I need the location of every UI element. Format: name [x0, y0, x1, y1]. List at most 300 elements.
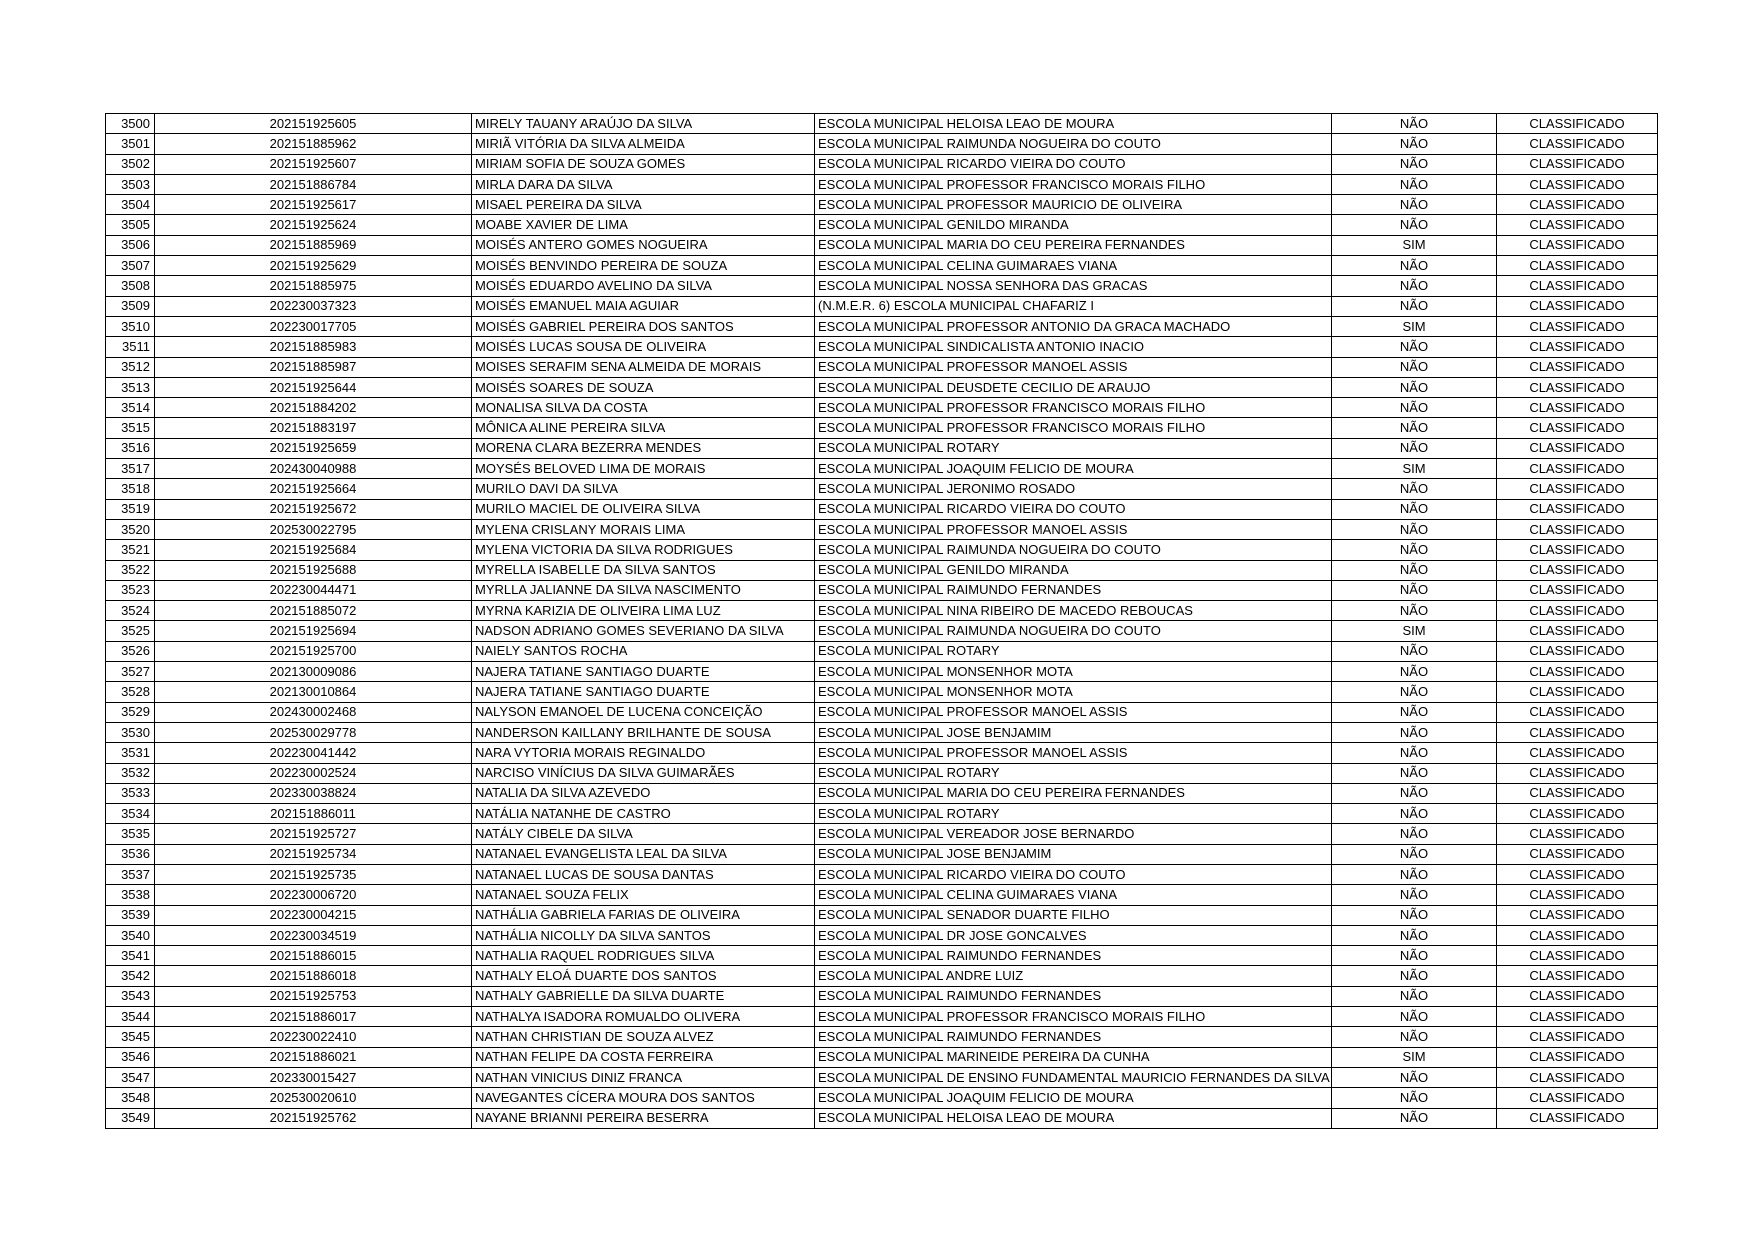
row-number-cell: 3512: [106, 357, 155, 377]
row-number-cell: 3534: [106, 804, 155, 824]
school-name-cell: ESCOLA MUNICIPAL NOSSA SENHORA DAS GRACAS: [815, 276, 1332, 296]
school-name-cell: ESCOLA MUNICIPAL PROFESSOR ANTONIO DA GRACA MACHADO: [815, 316, 1332, 336]
table-row: [106, 154, 1658, 174]
registration-number-cell: 202151925605: [155, 114, 472, 134]
table-row: [106, 134, 1658, 154]
disability-flag-cell: NÃO: [1332, 946, 1497, 966]
student-name-cell: MOISES SERAFIM SENA ALMEIDA DE MORAIS: [472, 357, 815, 377]
registration-number-cell: 202151925727: [155, 824, 472, 844]
status-cell: CLASSIFICADO: [1497, 276, 1658, 296]
table-row: [106, 174, 1658, 194]
disability-flag-cell: NÃO: [1332, 702, 1497, 722]
disability-flag-cell: NÃO: [1332, 134, 1497, 154]
row-number-cell: 3508: [106, 276, 155, 296]
row-number-cell: 3504: [106, 195, 155, 215]
row-number-cell: 3530: [106, 722, 155, 742]
disability-flag-cell: NÃO: [1332, 479, 1497, 499]
disability-flag-cell: NÃO: [1332, 1027, 1497, 1047]
student-name-cell: MYLENA VICTORIA DA SILVA RODRIGUES: [472, 540, 815, 560]
school-name-cell: ESCOLA MUNICIPAL RICARDO VIEIRA DO COUTO: [815, 499, 1332, 519]
school-name-cell: ESCOLA MUNICIPAL DEUSDETE CECILIO DE ARAUJO: [815, 377, 1332, 397]
table-row: [106, 1047, 1658, 1067]
registration-number-cell: 202151925694: [155, 621, 472, 641]
student-name-cell: NARCISO VINÍCIUS DA SILVA GUIMARÃES: [472, 763, 815, 783]
school-name-cell: ESCOLA MUNICIPAL RAIMUNDO FERNANDES: [815, 1027, 1332, 1047]
registration-number-cell: 202151925700: [155, 641, 472, 661]
student-name-cell: MORENA CLARA BEZERRA MENDES: [472, 438, 815, 458]
status-cell: CLASSIFICADO: [1497, 337, 1658, 357]
disability-flag-cell: NÃO: [1332, 560, 1497, 580]
row-number-cell: 3544: [106, 1007, 155, 1027]
status-cell: CLASSIFICADO: [1497, 195, 1658, 215]
table-row: [106, 702, 1658, 722]
school-name-cell: ESCOLA MUNICIPAL PROFESSOR MANOEL ASSIS: [815, 702, 1332, 722]
row-number-cell: 3536: [106, 844, 155, 864]
registration-number-cell: 202151925664: [155, 479, 472, 499]
student-name-cell: MIRLA DARA DA SILVA: [472, 174, 815, 194]
row-number-cell: 3525: [106, 621, 155, 641]
status-cell: CLASSIFICADO: [1497, 1047, 1658, 1067]
status-cell: CLASSIFICADO: [1497, 540, 1658, 560]
registration-number-cell: 202151883197: [155, 418, 472, 438]
school-name-cell: ESCOLA MUNICIPAL PROFESSOR FRANCISCO MORAIS FILHO: [815, 398, 1332, 418]
registration-number-cell: 202230002524: [155, 763, 472, 783]
table-row: [106, 114, 1658, 134]
row-number-cell: 3532: [106, 763, 155, 783]
school-name-cell: ESCOLA MUNICIPAL SENADOR DUARTE FILHO: [815, 905, 1332, 925]
row-number-cell: 3519: [106, 499, 155, 519]
row-number-cell: 3537: [106, 864, 155, 884]
school-name-cell: ESCOLA MUNICIPAL JOAQUIM FELICIO DE MOURA: [815, 459, 1332, 479]
registration-number-cell: 202130010864: [155, 682, 472, 702]
row-number-cell: 3523: [106, 580, 155, 600]
disability-flag-cell: NÃO: [1332, 844, 1497, 864]
student-name-cell: NATHAN VINICIUS DINIZ FRANCA: [472, 1067, 815, 1087]
status-cell: CLASSIFICADO: [1497, 114, 1658, 134]
row-number-cell: 3541: [106, 946, 155, 966]
table-row: [106, 763, 1658, 783]
row-number-cell: 3514: [106, 398, 155, 418]
school-name-cell: ESCOLA MUNICIPAL CELINA GUIMARAES VIANA: [815, 885, 1332, 905]
registration-number-cell: 202151884202: [155, 398, 472, 418]
status-cell: CLASSIFICADO: [1497, 235, 1658, 255]
school-name-cell: ESCOLA MUNICIPAL MARIA DO CEU PEREIRA FERNANDES: [815, 235, 1332, 255]
student-name-cell: NATHÁLIA NICOLLY DA SILVA SANTOS: [472, 925, 815, 945]
registration-number-cell: 202230044471: [155, 580, 472, 600]
table-row: [106, 885, 1658, 905]
disability-flag-cell: SIM: [1332, 459, 1497, 479]
status-cell: CLASSIFICADO: [1497, 1027, 1658, 1047]
school-name-cell: ESCOLA MUNICIPAL PROFESSOR FRANCISCO MORAIS FILHO: [815, 174, 1332, 194]
status-cell: CLASSIFICADO: [1497, 1007, 1658, 1027]
student-name-cell: MISAEL PEREIRA DA SILVA: [472, 195, 815, 215]
school-name-cell: ESCOLA MUNICIPAL JOSE BENJAMIM: [815, 844, 1332, 864]
school-name-cell: ESCOLA MUNICIPAL RAIMUNDA NOGUEIRA DO COUTO: [815, 540, 1332, 560]
school-name-cell: ESCOLA MUNICIPAL MARINEIDE PEREIRA DA CUNHA: [815, 1047, 1332, 1067]
school-name-cell: ESCOLA MUNICIPAL RAIMUNDA NOGUEIRA DO COUTO: [815, 621, 1332, 641]
status-cell: CLASSIFICADO: [1497, 438, 1658, 458]
disability-flag-cell: NÃO: [1332, 519, 1497, 539]
row-number-cell: 3515: [106, 418, 155, 438]
row-number-cell: 3510: [106, 316, 155, 336]
row-number-cell: 3542: [106, 966, 155, 986]
student-name-cell: MYRLLA JALIANNE DA SILVA NASCIMENTO: [472, 580, 815, 600]
student-name-cell: NAVEGANTES CÍCERA MOURA DOS SANTOS: [472, 1088, 815, 1108]
student-name-cell: MIRIÃ VITÓRIA DA SILVA ALMEIDA: [472, 134, 815, 154]
school-name-cell: ESCOLA MUNICIPAL MONSENHOR MOTA: [815, 682, 1332, 702]
school-name-cell: ESCOLA MUNICIPAL CELINA GUIMARAES VIANA: [815, 256, 1332, 276]
registration-number-cell: 202230034519: [155, 925, 472, 945]
status-cell: CLASSIFICADO: [1497, 134, 1658, 154]
status-cell: CLASSIFICADO: [1497, 783, 1658, 803]
status-cell: CLASSIFICADO: [1497, 357, 1658, 377]
status-cell: CLASSIFICADO: [1497, 459, 1658, 479]
school-name-cell: ESCOLA MUNICIPAL JOSE BENJAMIM: [815, 722, 1332, 742]
school-name-cell: ESCOLA MUNICIPAL ROTARY: [815, 641, 1332, 661]
row-number-cell: 3522: [106, 560, 155, 580]
student-name-cell: MOISÉS LUCAS SOUSA DE OLIVEIRA: [472, 337, 815, 357]
table-row: [106, 540, 1658, 560]
school-name-cell: ESCOLA MUNICIPAL MARIA DO CEU PEREIRA FERNANDES: [815, 783, 1332, 803]
school-name-cell: ESCOLA MUNICIPAL PROFESSOR MAURICIO DE OLIVEIRA: [815, 195, 1332, 215]
registration-number-cell: 202151925672: [155, 499, 472, 519]
student-name-cell: MOABE XAVIER DE LIMA: [472, 215, 815, 235]
results-table-container: [105, 113, 1657, 1129]
school-name-cell: ESCOLA MUNICIPAL RAIMUNDO FERNANDES: [815, 946, 1332, 966]
school-name-cell: ESCOLA MUNICIPAL HELOISA LEAO DE MOURA: [815, 114, 1332, 134]
disability-flag-cell: NÃO: [1332, 824, 1497, 844]
disability-flag-cell: NÃO: [1332, 1067, 1497, 1087]
registration-number-cell: 202151885975: [155, 276, 472, 296]
row-number-cell: 3546: [106, 1047, 155, 1067]
student-name-cell: NAIELY SANTOS ROCHA: [472, 641, 815, 661]
status-cell: CLASSIFICADO: [1497, 682, 1658, 702]
student-name-cell: MYRNA KARIZIA DE OLIVEIRA LIMA LUZ: [472, 601, 815, 621]
status-cell: CLASSIFICADO: [1497, 499, 1658, 519]
registration-number-cell: 202151925684: [155, 540, 472, 560]
school-name-cell: ESCOLA MUNICIPAL PROFESSOR MANOEL ASSIS: [815, 357, 1332, 377]
registration-number-cell: 202151885962: [155, 134, 472, 154]
disability-flag-cell: NÃO: [1332, 804, 1497, 824]
table-row: [106, 438, 1658, 458]
disability-flag-cell: NÃO: [1332, 398, 1497, 418]
status-cell: CLASSIFICADO: [1497, 966, 1658, 986]
registration-number-cell: 202151925734: [155, 844, 472, 864]
status-cell: CLASSIFICADO: [1497, 418, 1658, 438]
row-number-cell: 3547: [106, 1067, 155, 1087]
school-name-cell: (N.M.E.R. 6) ESCOLA MUNICIPAL CHAFARIZ I: [815, 296, 1332, 316]
status-cell: CLASSIFICADO: [1497, 296, 1658, 316]
row-number-cell: 3507: [106, 256, 155, 276]
student-name-cell: NAYANE BRIANNI PEREIRA BESERRA: [472, 1108, 815, 1128]
table-row: [106, 905, 1658, 925]
disability-flag-cell: NÃO: [1332, 337, 1497, 357]
student-name-cell: MYRELLA ISABELLE DA SILVA SANTOS: [472, 560, 815, 580]
disability-flag-cell: NÃO: [1332, 662, 1497, 682]
student-name-cell: NATANAEL LUCAS DE SOUSA DANTAS: [472, 864, 815, 884]
disability-flag-cell: NÃO: [1332, 377, 1497, 397]
table-row: [106, 357, 1658, 377]
registration-number-cell: 202330038824: [155, 783, 472, 803]
table-row: [106, 621, 1658, 641]
registration-number-cell: 202330015427: [155, 1067, 472, 1087]
registration-number-cell: 202151925659: [155, 438, 472, 458]
status-cell: CLASSIFICADO: [1497, 215, 1658, 235]
row-number-cell: 3539: [106, 905, 155, 925]
table-row: [106, 925, 1658, 945]
student-name-cell: MOISÉS BENVINDO PEREIRA DE SOUZA: [472, 256, 815, 276]
row-number-cell: 3549: [106, 1108, 155, 1128]
table-row: [106, 1067, 1658, 1087]
disability-flag-cell: NÃO: [1332, 601, 1497, 621]
row-number-cell: 3528: [106, 682, 155, 702]
row-number-cell: 3517: [106, 459, 155, 479]
table-row: [106, 519, 1658, 539]
table-row: [106, 986, 1658, 1006]
status-cell: CLASSIFICADO: [1497, 398, 1658, 418]
disability-flag-cell: NÃO: [1332, 540, 1497, 560]
school-name-cell: ESCOLA MUNICIPAL RAIMUNDO FERNANDES: [815, 986, 1332, 1006]
school-name-cell: ESCOLA MUNICIPAL GENILDO MIRANDA: [815, 215, 1332, 235]
table-row: [106, 844, 1658, 864]
status-cell: CLASSIFICADO: [1497, 804, 1658, 824]
status-cell: CLASSIFICADO: [1497, 1067, 1658, 1087]
table-row: [106, 580, 1658, 600]
school-name-cell: ESCOLA MUNICIPAL ROTARY: [815, 438, 1332, 458]
student-name-cell: MOISÉS ANTERO GOMES NOGUEIRA: [472, 235, 815, 255]
table-row: [106, 824, 1658, 844]
registration-number-cell: 202230041442: [155, 743, 472, 763]
disability-flag-cell: NÃO: [1332, 580, 1497, 600]
student-name-cell: NATHALIA RAQUEL RODRIGUES SILVA: [472, 946, 815, 966]
student-name-cell: MOISÉS GABRIEL PEREIRA DOS SANTOS: [472, 316, 815, 336]
school-name-cell: ESCOLA MUNICIPAL JOAQUIM FELICIO DE MOURA: [815, 1088, 1332, 1108]
registration-number-cell: 202230004215: [155, 905, 472, 925]
status-cell: CLASSIFICADO: [1497, 946, 1658, 966]
student-name-cell: NATHAN FELIPE DA COSTA FERREIRA: [472, 1047, 815, 1067]
row-number-cell: 3511: [106, 337, 155, 357]
status-cell: CLASSIFICADO: [1497, 601, 1658, 621]
registration-number-cell: 202230022410: [155, 1027, 472, 1047]
status-cell: CLASSIFICADO: [1497, 519, 1658, 539]
row-number-cell: 3501: [106, 134, 155, 154]
student-name-cell: MURILO MACIEL DE OLIVEIRA SILVA: [472, 499, 815, 519]
table-body: [106, 114, 1658, 1129]
status-cell: CLASSIFICADO: [1497, 702, 1658, 722]
school-name-cell: ESCOLA MUNICIPAL DE ENSINO FUNDAMENTAL MAURICIO FERNANDES DA SILVA: [815, 1067, 1332, 1087]
disability-flag-cell: NÃO: [1332, 722, 1497, 742]
row-number-cell: 3520: [106, 519, 155, 539]
school-name-cell: ESCOLA MUNICIPAL RAIMUNDO FERNANDES: [815, 580, 1332, 600]
status-cell: CLASSIFICADO: [1497, 885, 1658, 905]
row-number-cell: 3506: [106, 235, 155, 255]
student-name-cell: NATANAEL EVANGELISTA LEAL DA SILVA: [472, 844, 815, 864]
table-row: [106, 1108, 1658, 1128]
student-name-cell: MURILO DAVI DA SILVA: [472, 479, 815, 499]
registration-number-cell: 202151925624: [155, 215, 472, 235]
student-name-cell: MOISÉS EMANUEL MAIA AGUIAR: [472, 296, 815, 316]
row-number-cell: 3538: [106, 885, 155, 905]
row-number-cell: 3540: [106, 925, 155, 945]
student-name-cell: NATHAN CHRISTIAN DE SOUZA ALVEZ: [472, 1027, 815, 1047]
student-name-cell: NATALIA DA SILVA AZEVEDO: [472, 783, 815, 803]
registration-number-cell: 202230017705: [155, 316, 472, 336]
student-name-cell: MIRIAM SOFIA DE SOUZA GOMES: [472, 154, 815, 174]
disability-flag-cell: NÃO: [1332, 195, 1497, 215]
row-number-cell: 3503: [106, 174, 155, 194]
table-row: [106, 316, 1658, 336]
registration-number-cell: 202151886784: [155, 174, 472, 194]
disability-flag-cell: SIM: [1332, 621, 1497, 641]
student-name-cell: MIRELY TAUANY ARAÚJO DA SILVA: [472, 114, 815, 134]
table-row: [106, 398, 1658, 418]
table-row: [106, 946, 1658, 966]
row-number-cell: 3518: [106, 479, 155, 499]
row-number-cell: 3533: [106, 783, 155, 803]
disability-flag-cell: NÃO: [1332, 986, 1497, 1006]
disability-flag-cell: NÃO: [1332, 864, 1497, 884]
row-number-cell: 3529: [106, 702, 155, 722]
registration-number-cell: 202130009086: [155, 662, 472, 682]
registration-number-cell: 202151886015: [155, 946, 472, 966]
table-row: [106, 499, 1658, 519]
row-number-cell: 3543: [106, 986, 155, 1006]
registration-number-cell: 202151885072: [155, 601, 472, 621]
disability-flag-cell: NÃO: [1332, 905, 1497, 925]
disability-flag-cell: NÃO: [1332, 256, 1497, 276]
registration-number-cell: 202530022795: [155, 519, 472, 539]
school-name-cell: ESCOLA MUNICIPAL SINDICALISTA ANTONIO INACIO: [815, 337, 1332, 357]
table-row: [106, 418, 1658, 438]
disability-flag-cell: NÃO: [1332, 1108, 1497, 1128]
row-number-cell: 3548: [106, 1088, 155, 1108]
row-number-cell: 3516: [106, 438, 155, 458]
table-row: [106, 864, 1658, 884]
student-name-cell: NATHALYA ISADORA ROMUALDO OLIVERA: [472, 1007, 815, 1027]
table-row: [106, 682, 1658, 702]
status-cell: CLASSIFICADO: [1497, 824, 1658, 844]
registration-number-cell: 202430040988: [155, 459, 472, 479]
table-row: [106, 662, 1658, 682]
registration-number-cell: 202230037323: [155, 296, 472, 316]
registration-number-cell: 202151885969: [155, 235, 472, 255]
row-number-cell: 3531: [106, 743, 155, 763]
table-row: [106, 296, 1658, 316]
school-name-cell: ESCOLA MUNICIPAL ANDRE LUIZ: [815, 966, 1332, 986]
table-row: [106, 743, 1658, 763]
status-cell: CLASSIFICADO: [1497, 905, 1658, 925]
school-name-cell: ESCOLA MUNICIPAL JERONIMO ROSADO: [815, 479, 1332, 499]
student-name-cell: NANDERSON KAILLANY BRILHANTE DE SOUSA: [472, 722, 815, 742]
student-name-cell: NARA VYTORIA MORAIS REGINALDO: [472, 743, 815, 763]
status-cell: CLASSIFICADO: [1497, 154, 1658, 174]
student-name-cell: MOISÉS EDUARDO AVELINO DA SILVA: [472, 276, 815, 296]
row-number-cell: 3513: [106, 377, 155, 397]
disability-flag-cell: NÃO: [1332, 296, 1497, 316]
registration-number-cell: 202151925617: [155, 195, 472, 215]
row-number-cell: 3526: [106, 641, 155, 661]
status-cell: CLASSIFICADO: [1497, 925, 1658, 945]
disability-flag-cell: NÃO: [1332, 418, 1497, 438]
disability-flag-cell: NÃO: [1332, 783, 1497, 803]
disability-flag-cell: NÃO: [1332, 885, 1497, 905]
table-row: [106, 235, 1658, 255]
school-name-cell: ESCOLA MUNICIPAL GENILDO MIRANDA: [815, 560, 1332, 580]
row-number-cell: 3500: [106, 114, 155, 134]
registration-number-cell: 202430002468: [155, 702, 472, 722]
student-name-cell: MYLENA CRISLANY MORAIS LIMA: [472, 519, 815, 539]
row-number-cell: 3505: [106, 215, 155, 235]
table-row: [106, 601, 1658, 621]
table-row: [106, 1027, 1658, 1047]
status-cell: CLASSIFICADO: [1497, 621, 1658, 641]
table-row: [106, 966, 1658, 986]
status-cell: CLASSIFICADO: [1497, 174, 1658, 194]
registration-number-cell: 202151925735: [155, 864, 472, 884]
disability-flag-cell: NÃO: [1332, 1088, 1497, 1108]
table-row: [106, 256, 1658, 276]
disability-flag-cell: NÃO: [1332, 925, 1497, 945]
student-name-cell: NATHÁLIA GABRIELA FARIAS DE OLIVEIRA: [472, 905, 815, 925]
student-name-cell: MOISÉS SOARES DE SOUZA: [472, 377, 815, 397]
table-row: [106, 804, 1658, 824]
registration-number-cell: 202151925607: [155, 154, 472, 174]
row-number-cell: 3535: [106, 824, 155, 844]
status-cell: CLASSIFICADO: [1497, 479, 1658, 499]
status-cell: CLASSIFICADO: [1497, 1088, 1658, 1108]
table-row: [106, 479, 1658, 499]
school-name-cell: ESCOLA MUNICIPAL PROFESSOR MANOEL ASSIS: [815, 519, 1332, 539]
status-cell: CLASSIFICADO: [1497, 844, 1658, 864]
table-row: [106, 377, 1658, 397]
row-number-cell: 3502: [106, 154, 155, 174]
school-name-cell: ESCOLA MUNICIPAL RICARDO VIEIRA DO COUTO: [815, 864, 1332, 884]
disability-flag-cell: SIM: [1332, 1047, 1497, 1067]
registration-number-cell: 202151925762: [155, 1108, 472, 1128]
registration-number-cell: 202151925629: [155, 256, 472, 276]
row-number-cell: 3524: [106, 601, 155, 621]
table-row: [106, 560, 1658, 580]
status-cell: CLASSIFICADO: [1497, 986, 1658, 1006]
registration-number-cell: 202530020610: [155, 1088, 472, 1108]
school-name-cell: ESCOLA MUNICIPAL PROFESSOR FRANCISCO MORAIS FILHO: [815, 1007, 1332, 1027]
registration-number-cell: 202151925688: [155, 560, 472, 580]
registration-number-cell: 202151925753: [155, 986, 472, 1006]
registration-number-cell: 202151886011: [155, 804, 472, 824]
disability-flag-cell: NÃO: [1332, 215, 1497, 235]
disability-flag-cell: NÃO: [1332, 682, 1497, 702]
status-cell: CLASSIFICADO: [1497, 662, 1658, 682]
table-row: [106, 459, 1658, 479]
table-row: [106, 1088, 1658, 1108]
student-name-cell: MONALISA SILVA DA COSTA: [472, 398, 815, 418]
results-table: [105, 113, 1658, 1129]
status-cell: CLASSIFICADO: [1497, 256, 1658, 276]
school-name-cell: ESCOLA MUNICIPAL NINA RIBEIRO DE MACEDO REBOUCAS: [815, 601, 1332, 621]
row-number-cell: 3545: [106, 1027, 155, 1047]
status-cell: CLASSIFICADO: [1497, 763, 1658, 783]
school-name-cell: ESCOLA MUNICIPAL PROFESSOR FRANCISCO MORAIS FILHO: [815, 418, 1332, 438]
student-name-cell: NATÁLY CIBELE DA SILVA: [472, 824, 815, 844]
status-cell: CLASSIFICADO: [1497, 743, 1658, 763]
status-cell: CLASSIFICADO: [1497, 560, 1658, 580]
student-name-cell: NALYSON EMANOEL DE LUCENA CONCEIÇÃO: [472, 702, 815, 722]
row-number-cell: 3521: [106, 540, 155, 560]
disability-flag-cell: NÃO: [1332, 276, 1497, 296]
table-row: [106, 337, 1658, 357]
table-row: [106, 215, 1658, 235]
registration-number-cell: 202151925644: [155, 377, 472, 397]
